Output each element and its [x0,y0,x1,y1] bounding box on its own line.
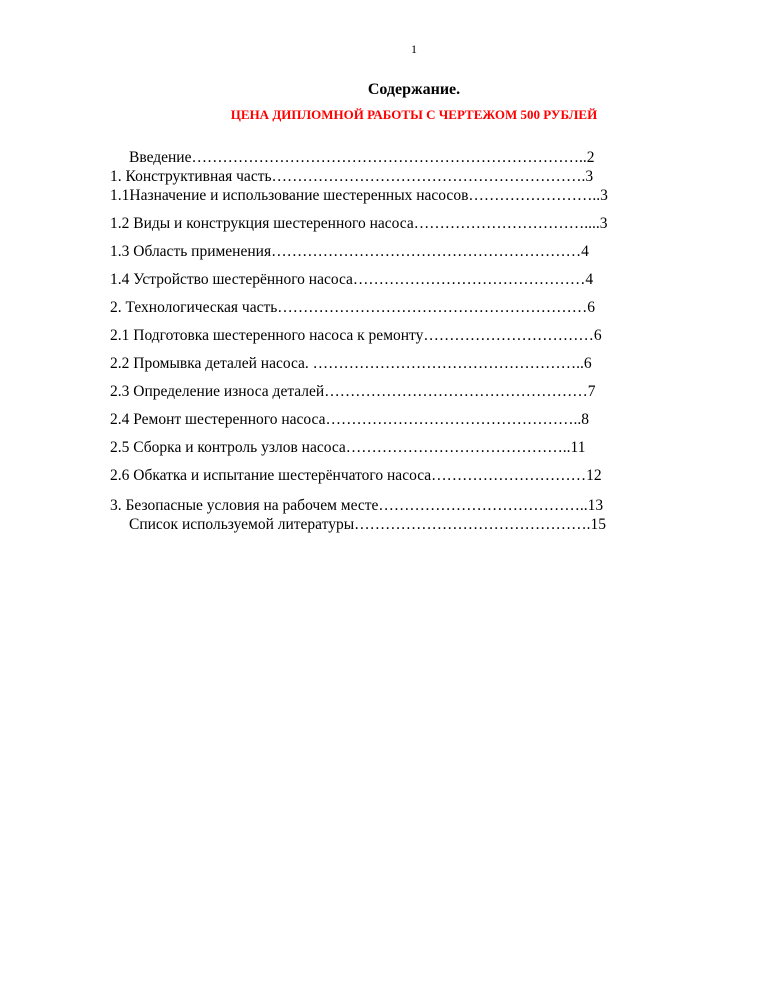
toc-entry-1-1: 1.1Назначение и использование шестеренных насосов……………………..3 [110,187,608,204]
toc-entry-2-2: 2.2 Промывка деталей насоса. ……………………………………………..6 [110,355,592,372]
toc-entry-1-3: 1.3 Область применения……………………………………………………4 [110,243,589,260]
toc-entry-2-6: 2.6 Обкатка и испытание шестерёнчатого насоса…………………………12 [110,467,602,484]
price-notice: ЦЕНА ДИПЛОМНОЙ РАБОТЫ С ЧЕРТЕЖОМ 500 РУБЛЕЙ [230,107,598,122]
toc-entry-2: 2. Технологическая часть……………………………………………………6 [110,299,596,316]
toc-entry-introduction: Введение…………………………………………………………………..2 [129,149,595,166]
toc-entry-2-3: 2.3 Определение износа деталей……………………………………………7 [110,383,596,400]
page-title: Содержание. [367,81,461,98]
toc-entry-references: Список используемой литературы……………………………………….15 [129,516,607,533]
toc-entry-3: 3. Безопасные условия на рабочем месте…………………………………..13 [110,497,604,514]
toc-entry-1-2: 1.2 Виды и конструкция шестеренного насоса……………………………....3 [110,215,608,232]
toc-entry-2-5: 2.5 Сборка и контроль узлов насоса……………………………………..11 [110,439,586,456]
page-number: 1 [411,42,417,56]
toc-entry-1: 1. Конструктивная часть…………………………………………………….3 [110,168,594,185]
toc-entry-1-4: 1.4 Устройство шестерённого насоса………………………………………4 [110,271,594,288]
toc-entry-2-1: 2.1 Подготовка шестеренного насоса к ремонту……………………………6 [110,327,602,344]
toc-entry-2-4: 2.4 Ремонт шестеренного насоса…………………………………………..8 [110,411,589,428]
